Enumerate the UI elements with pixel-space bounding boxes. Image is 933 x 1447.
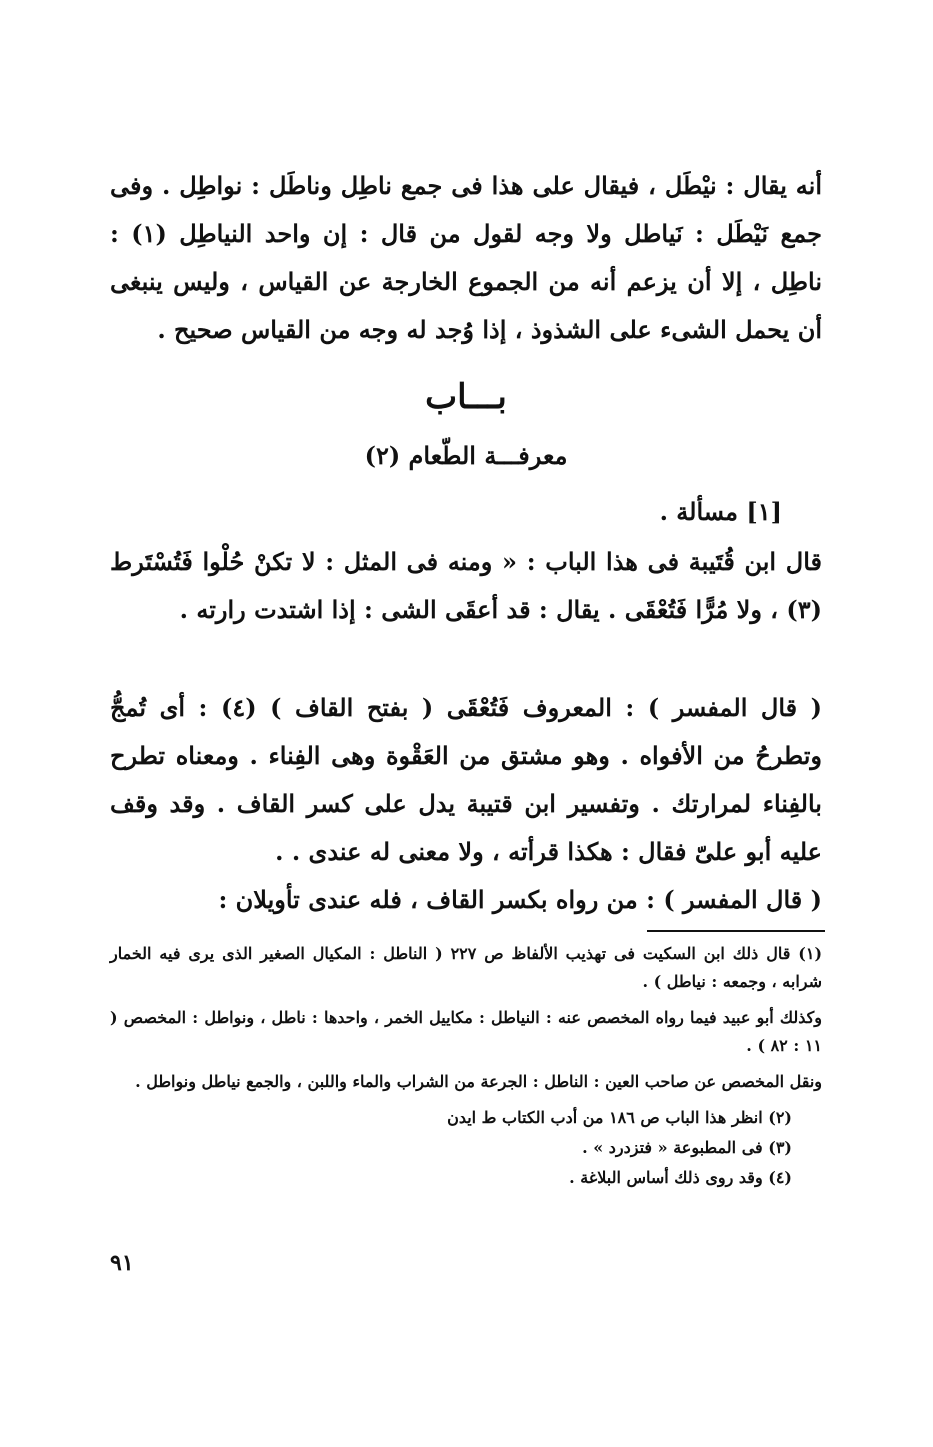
issue-heading: [١] مسألة . (659, 497, 782, 526)
footnote-separator (647, 930, 825, 932)
footnote-1: (١) قال ذلك ابن السكيت فى تهذيب الألفاظ ص ٢٢٧ ( الناطل : المكيال الصغير الذى يرى فيه الخمار شرابه ، وجمعه : نياطل ) . (110, 944, 823, 991)
paragraph-ibn-qutaiba: قال ابن قُتَيبة فى هذا الباب : « ومنه فى المثل : لا تكنْ حُلْوا فَتُسْتَرط (٣) ، ولا مُرًّا فَتُعْقَى . يقال : قد أعقَى الشى : إذا اشتدت رارته . (110, 547, 822, 624)
paragraph-mufassir-interpretations: ( قال المفسر ) : من رواه بكسر القاف ، فله عندى تأويلان : (218, 885, 822, 914)
paragraph-mufassir-commentary: ( قال المفسر ) : المعروف فَتُعْقَى ( بفتح القاف ) (٤) : أى تُمجُّ وتطرحُ من الأفواه . وهو مشتق من العَقْوة وهى الفِناء . ومعناه تطرح بالفِناء لمرارتك . وتفسير ابن قتيبة يدل على كسر القاف . وقد وقف عليه أبو علىّ فقال : هكذا قرأته ، ولا معنى له عندى . . (110, 693, 822, 866)
chapter-title: بـــاب (425, 377, 507, 417)
footnote-1-continued: وكذلك أبو عبيد فيما رواه المخصص عنه : النياطل : مكاييل الخمر ، واحدها : ناطل ، ونواطل : المخصص ( ١١ : ٨٢ ) . (110, 1008, 823, 1055)
footnote-3: (٣) فى المطبوعة « فتزدرد » . (582, 1138, 792, 1157)
page-number: ٩١ (110, 1250, 134, 1276)
chapter-subtitle: معرفـــة الطّعام (٢) (364, 441, 568, 470)
intro-paragraph: أنه يقال : نيْطَل ، فيقال على هذا فى جمع ناطِل وناطَل : نواطِل . وفى جمع نَيْطَل : نَياطل ولا وجه لقول من قال : إن واحد النياطِل (١) : ناطِل ، إلا أن يزعم أنه من الجموع الخارجة عن القياس ، وليس ينبغى أن يحمل الشىء على الشذوذ ، إذا وُجد له وجه من القياس صحيح . (110, 171, 823, 344)
footnote-2: (٢) انظر هذا الباب ص ١٨٦ من أدب الكتاب ط ايدن (447, 1108, 792, 1127)
footnotes (110, 940, 822, 1194)
footnote-4: (٤) وقد روى ذلك أساس البلاغة . (569, 1168, 792, 1187)
footnote-1-continued: ونقل المخصص عن صاحب العين : الناطل : الجرعة من الشراب والماء واللبن ، والجمع نياطل ونواطل . (135, 1072, 822, 1091)
